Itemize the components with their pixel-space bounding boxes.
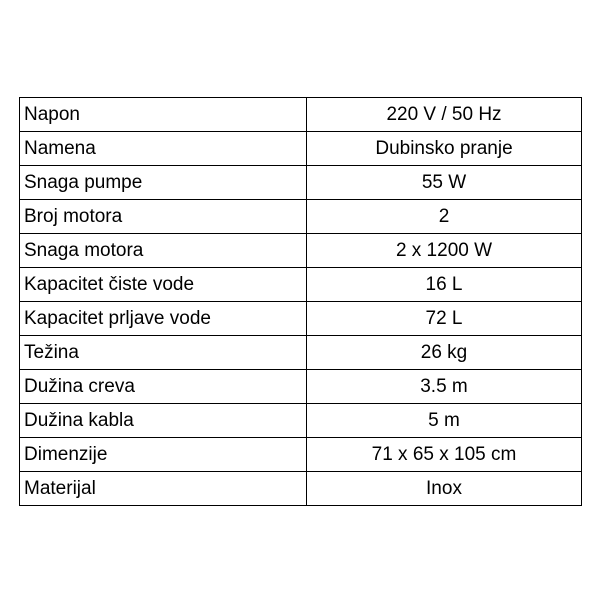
table-row [20, 98, 582, 132]
table-row [20, 302, 582, 336]
table-row [20, 370, 582, 404]
spec-value: Dubinsko pranje [307, 132, 582, 166]
table-row [20, 166, 582, 200]
spec-value: 2 [307, 200, 582, 234]
spec-table-body [20, 98, 582, 506]
spec-value: 3.5 m [307, 370, 582, 404]
spec-label: Namena [20, 132, 307, 166]
spec-value: 72 L [307, 302, 582, 336]
table-row [20, 268, 582, 302]
spec-label: Snaga motora [20, 234, 307, 268]
spec-value: 5 m [307, 404, 582, 438]
spec-label: Dužina creva [20, 370, 307, 404]
table-row [20, 200, 582, 234]
table-row [20, 336, 582, 370]
table-row [20, 234, 582, 268]
spec-value: 220 V / 50 Hz [307, 98, 582, 132]
table-row [20, 132, 582, 166]
spec-table [19, 97, 582, 506]
spec-label: Težina [20, 336, 307, 370]
table-row [20, 404, 582, 438]
spec-value: 55 W [307, 166, 582, 200]
spec-label: Kapacitet čiste vode [20, 268, 307, 302]
spec-value: Inox [307, 472, 582, 506]
spec-label: Kapacitet prljave vode [20, 302, 307, 336]
spec-label: Dužina kabla [20, 404, 307, 438]
spec-value: 2 x 1200 W [307, 234, 582, 268]
spec-label: Materijal [20, 472, 307, 506]
spec-label: Broj motora [20, 200, 307, 234]
spec-value: 26 kg [307, 336, 582, 370]
spec-label: Dimenzije [20, 438, 307, 472]
table-row [20, 472, 582, 506]
spec-label: Snaga pumpe [20, 166, 307, 200]
table-row [20, 438, 582, 472]
spec-value: 16 L [307, 268, 582, 302]
spec-value: 71 x 65 x 105 cm [307, 438, 582, 472]
spec-label: Napon [20, 98, 307, 132]
